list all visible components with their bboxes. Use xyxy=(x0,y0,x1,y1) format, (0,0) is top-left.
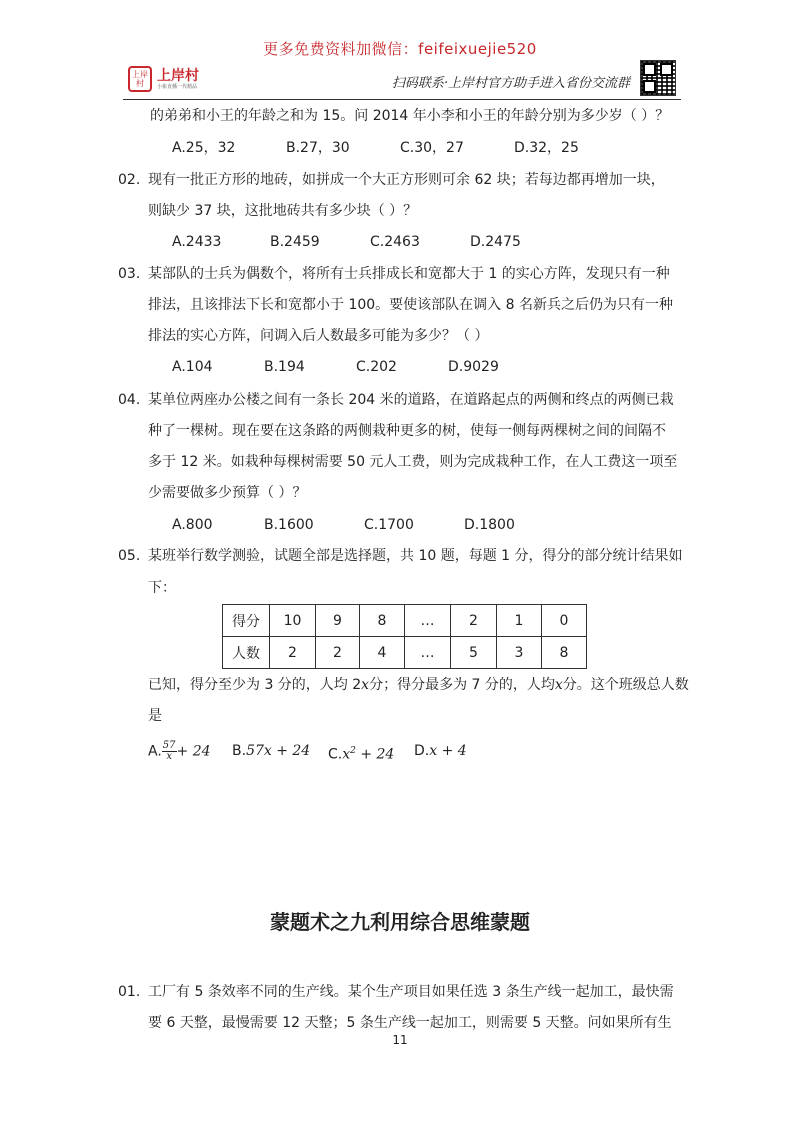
math-var: x xyxy=(361,677,370,693)
qr-code-icon xyxy=(640,60,676,96)
option-b: B.194 xyxy=(264,359,305,375)
exponent: 2 xyxy=(350,746,356,756)
question-number: 05. xyxy=(118,548,141,564)
option-a: A.25，32 xyxy=(172,140,236,156)
text-part: 分；得分最多为 7 分的，人均 xyxy=(369,677,555,693)
header-contact-text: 扫码联系·上岸村官方助手进入省份交流群 xyxy=(391,76,630,91)
table-cell: 人数 xyxy=(223,637,270,669)
question-text xyxy=(148,675,689,695)
option-expr: + 24 xyxy=(355,746,395,763)
option-a xyxy=(148,741,211,762)
top-banner: 更多免费资料加微信：feifeixuejie520 xyxy=(263,40,537,58)
logo-icon: 上岸村 xyxy=(128,66,152,92)
logo-name: 上岸村 xyxy=(157,67,199,84)
table-cell: 8 xyxy=(360,605,405,637)
option-d xyxy=(414,741,467,761)
option-a: A.800 xyxy=(172,517,213,533)
option-expr: 57x + 24 xyxy=(246,743,311,759)
option-b: B.2459 xyxy=(270,234,320,250)
question-text: 工厂有 5 条效率不同的生产线。某个生产项目如果任选 3 条生产线一起加工，最快需 xyxy=(148,984,674,1000)
table-cell: … xyxy=(405,637,451,669)
table-cell: 2 xyxy=(316,637,360,669)
option-d: D.32，25 xyxy=(514,140,579,156)
question-text: 少需要做多少预算（ ）？ xyxy=(148,485,307,501)
question-text: 排法，且该排法下长和宽都小于 100。要使该部队在调入 8 名新兵之后仍为只有一种 xyxy=(148,297,673,313)
question-text: 某部队的士兵为偶数个，将所有士兵排成长和宽都大于 1 的实心方阵，发现只有一种 xyxy=(148,266,670,282)
option-d: D.2475 xyxy=(470,234,521,250)
logo-slogan: 小象直播一代精品 xyxy=(157,83,198,90)
text-part: 分。这个班级总人数 xyxy=(562,677,689,693)
question-text: 是 xyxy=(148,708,162,724)
option-expr: x xyxy=(342,746,351,763)
score-table xyxy=(222,604,587,669)
question-text: 某单位两座办公楼之间有一条长 204 米的道路，在道路起点的两侧和终点的两侧已栽 xyxy=(148,392,674,408)
math-var: x xyxy=(554,677,563,693)
option-d: D.9029 xyxy=(448,359,499,375)
option-c: C.30，27 xyxy=(400,140,464,156)
table-row xyxy=(223,637,587,669)
table-cell: 2 xyxy=(451,605,497,637)
option-label: B. xyxy=(232,743,247,759)
option-c: C.202 xyxy=(356,359,397,375)
option-a: A.2433 xyxy=(172,234,222,250)
option-expr: + 24 xyxy=(176,743,211,760)
option-label: C. xyxy=(328,746,343,763)
question-number: 03. xyxy=(118,266,141,282)
question-text: 排法的实心方阵，问调入后人数最多可能为多少？（ ） xyxy=(148,328,489,344)
option-a: A.104 xyxy=(172,359,213,375)
option-d: D.1800 xyxy=(464,517,515,533)
fraction xyxy=(162,741,177,762)
table-row xyxy=(223,605,587,637)
question-text: 现有一批正方形的地砖，如拼成一个大正方形则可余 62 块；若每边都再增加一块， xyxy=(148,172,665,188)
option-b xyxy=(232,741,310,761)
table-cell: 4 xyxy=(360,637,405,669)
option-expr: x + 4 xyxy=(429,743,467,759)
table-cell: 8 xyxy=(542,637,587,669)
section-title: 蒙题术之九利用综合思维蒙题 xyxy=(270,910,530,934)
table-cell: 3 xyxy=(497,637,542,669)
option-c xyxy=(328,741,394,765)
option-c: C.2463 xyxy=(370,234,420,250)
table-cell: 2 xyxy=(270,637,316,669)
numerator: 57 xyxy=(162,740,176,751)
logo xyxy=(128,66,199,92)
option-label: A. xyxy=(148,743,162,760)
question-continuation-text: 的弟弟和小王的年龄之和为 15。问 2014 年小李和小王的年龄分别为多少岁（ ）？ xyxy=(150,108,670,124)
question-text: 某班举行数学测验，试题全部是选择题，共 10 题，每题 1 分，得分的部分统计结果如 xyxy=(148,548,683,564)
option-b: B.27，30 xyxy=(286,140,350,156)
table-cell: 10 xyxy=(270,605,316,637)
question-text: 要 6 天整，最慢需要 12 天整；5 条生产线一起加工，则需要 5 天整。问如果所有生 xyxy=(148,1015,672,1031)
table-cell: … xyxy=(405,605,451,637)
option-b: B.1600 xyxy=(264,517,314,533)
option-label: D. xyxy=(414,743,430,759)
header-divider xyxy=(123,99,681,100)
page-number: 11 xyxy=(392,1033,408,1047)
question-text: 则缺少 37 块，这批地砖共有多少块（ ）？ xyxy=(148,203,418,219)
question-number: 04. xyxy=(118,392,141,408)
question-text: 种了一棵树。现在要在这条路的两侧栽种更多的树，使每一侧每两棵树之间的间隔不 xyxy=(148,423,666,439)
question-number: 02. xyxy=(118,172,141,188)
denominator: x xyxy=(166,751,172,762)
question-text: 多于 12 米。如栽种每棵树需要 50 元人工费，则为完成栽种工作，在人工费这一项至 xyxy=(148,454,678,470)
question-text: 下： xyxy=(148,580,176,596)
table-cell: 0 xyxy=(542,605,587,637)
option-c: C.1700 xyxy=(364,517,414,533)
table-cell: 5 xyxy=(451,637,497,669)
table-cell: 1 xyxy=(497,605,542,637)
question-number: 01. xyxy=(118,984,141,1000)
table-cell: 得分 xyxy=(223,605,270,637)
table-cell: 9 xyxy=(316,605,360,637)
text-part: 已知，得分至少为 3 分的，人均 2 xyxy=(148,677,362,693)
